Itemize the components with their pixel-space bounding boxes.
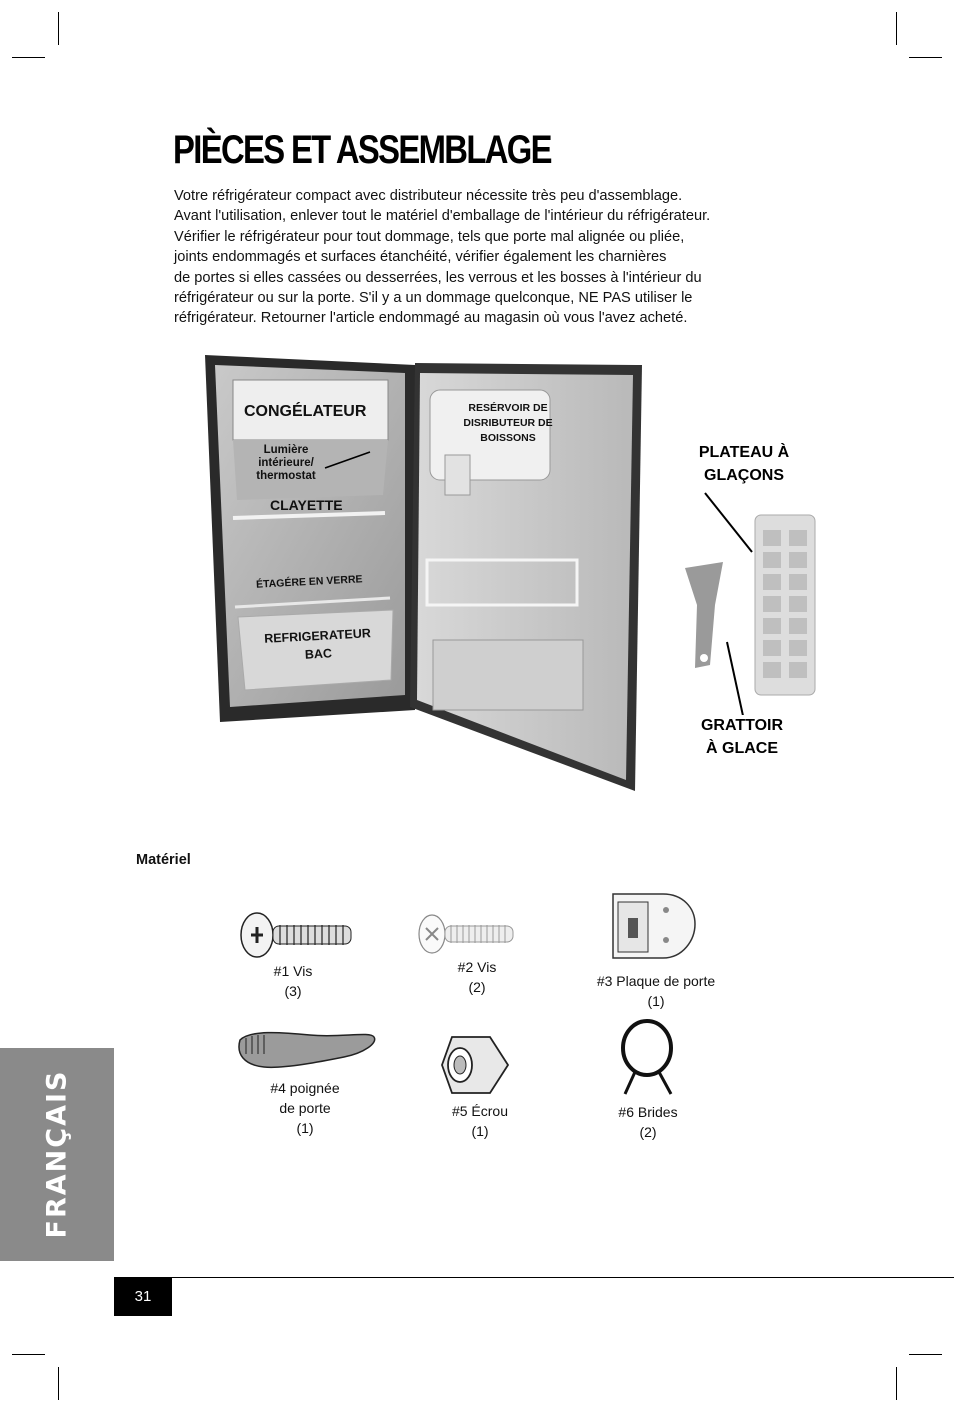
hardware-name: de porte (279, 1100, 331, 1116)
hardware-name: #1 Vis (273, 963, 313, 979)
crisper-label-line: REFRIGERATEUR (263, 626, 372, 646)
crop-mark (909, 57, 942, 58)
crop-mark (896, 12, 897, 45)
shelf-label: CLAYETTE (270, 497, 343, 513)
hardware-qty: (1) (647, 993, 665, 1009)
light-label-line: Lumière (263, 444, 309, 456)
ice-tray-callout (684, 441, 804, 487)
screw-1-icon (238, 910, 358, 960)
crop-mark (12, 1354, 45, 1355)
language-tab-label: FRANÇAIS (41, 1069, 73, 1239)
crop-mark (909, 1354, 942, 1355)
crop-mark (896, 1367, 897, 1400)
scraper-line: GRATTOIR (700, 717, 784, 734)
intro-line: Avant l'utilisation, enlever tout le matériel d'emballage de l'intérieur du réfrigérateur. (174, 208, 711, 225)
intro-line: Vérifier le réfrigérateur pour tout dommage, tels que porte mal alignée ou pliée, (174, 228, 685, 245)
page-number: 31 (114, 1278, 172, 1316)
light-label-line: intérieure/ (258, 457, 314, 469)
intro-line: joints endommagés et surfaces étanchéité, vérifier également les charnières (174, 249, 667, 266)
door-handle-icon (236, 1026, 378, 1072)
freezer-label: CONGÉLATEUR (244, 403, 367, 420)
hardware-qty: (1) (296, 1120, 314, 1136)
footer-rule (114, 1277, 954, 1278)
scraper-callout (680, 714, 804, 760)
light-thermostat-label (246, 444, 326, 483)
hardware-item-2 (437, 957, 517, 997)
hardware-name: #2 Vis (457, 959, 497, 975)
hardware-qty: (3) (284, 983, 302, 999)
reservoir-label-line: RESÉRVOIR DE (468, 402, 548, 414)
hardware-qty: (1) (471, 1123, 489, 1139)
glass-shelf-label: ÉTAGÉRE EN VERRE (255, 573, 363, 591)
crisper-label (261, 624, 375, 666)
ice-tray-and-scraper-photo (675, 490, 825, 715)
hardware-qty: (2) (468, 979, 486, 995)
crop-mark (58, 1367, 59, 1400)
hardware-name: #5 Écrou (451, 1103, 509, 1119)
page-title: PIÈCES ET ASSEMBLAGE (173, 128, 551, 172)
reservoir-label (452, 401, 564, 446)
intro-line: réfrigérateur. Retourner l'article endommagé au magasin où vous l'avez acheté. (174, 310, 688, 327)
intro-line: de portes si elles cassées ou desserrées, les verrous et les bosses à l'intérieur du (174, 269, 702, 286)
screw-2-icon (417, 912, 517, 956)
hardware-name: #4 poignée (270, 1080, 340, 1096)
hardware-item-3 (580, 971, 732, 1011)
hardware-item-6 (608, 1102, 688, 1142)
hardware-item-5 (440, 1101, 520, 1141)
ice-tray-line: GLAÇONS (704, 467, 784, 484)
hardware-name: #6 Brides (618, 1104, 678, 1120)
light-label-line: thermostat (256, 470, 316, 482)
door-plate-icon (608, 890, 700, 962)
crop-mark (58, 12, 59, 45)
clamp-icon (610, 1016, 684, 1098)
hardware-item-1 (253, 961, 333, 1001)
hardware-heading: Matériel (136, 852, 191, 868)
hardware-qty: (2) (639, 1124, 657, 1140)
nut-icon (438, 1033, 514, 1097)
intro-line: réfrigérateur ou sur la porte. S'il y a un dommage quelconque, NE PAS utiliser le (174, 290, 693, 307)
hardware-item-4 (255, 1078, 355, 1138)
reservoir-label-line: DISRIBUTEUR DE (463, 417, 553, 429)
scraper-line: À GLACE (706, 740, 778, 757)
crisper-label-line: BAC (304, 646, 333, 662)
intro-line: Votre réfrigérateur compact avec distributeur nécessite très peu d'assemblage. (174, 188, 683, 204)
intro-paragraph (174, 186, 794, 329)
ice-tray-line: PLATEAU À (698, 444, 790, 461)
crop-mark (12, 57, 45, 58)
reservoir-label-line: BOISSONS (480, 432, 536, 444)
hardware-name: #3 Plaque de porte (596, 973, 716, 989)
